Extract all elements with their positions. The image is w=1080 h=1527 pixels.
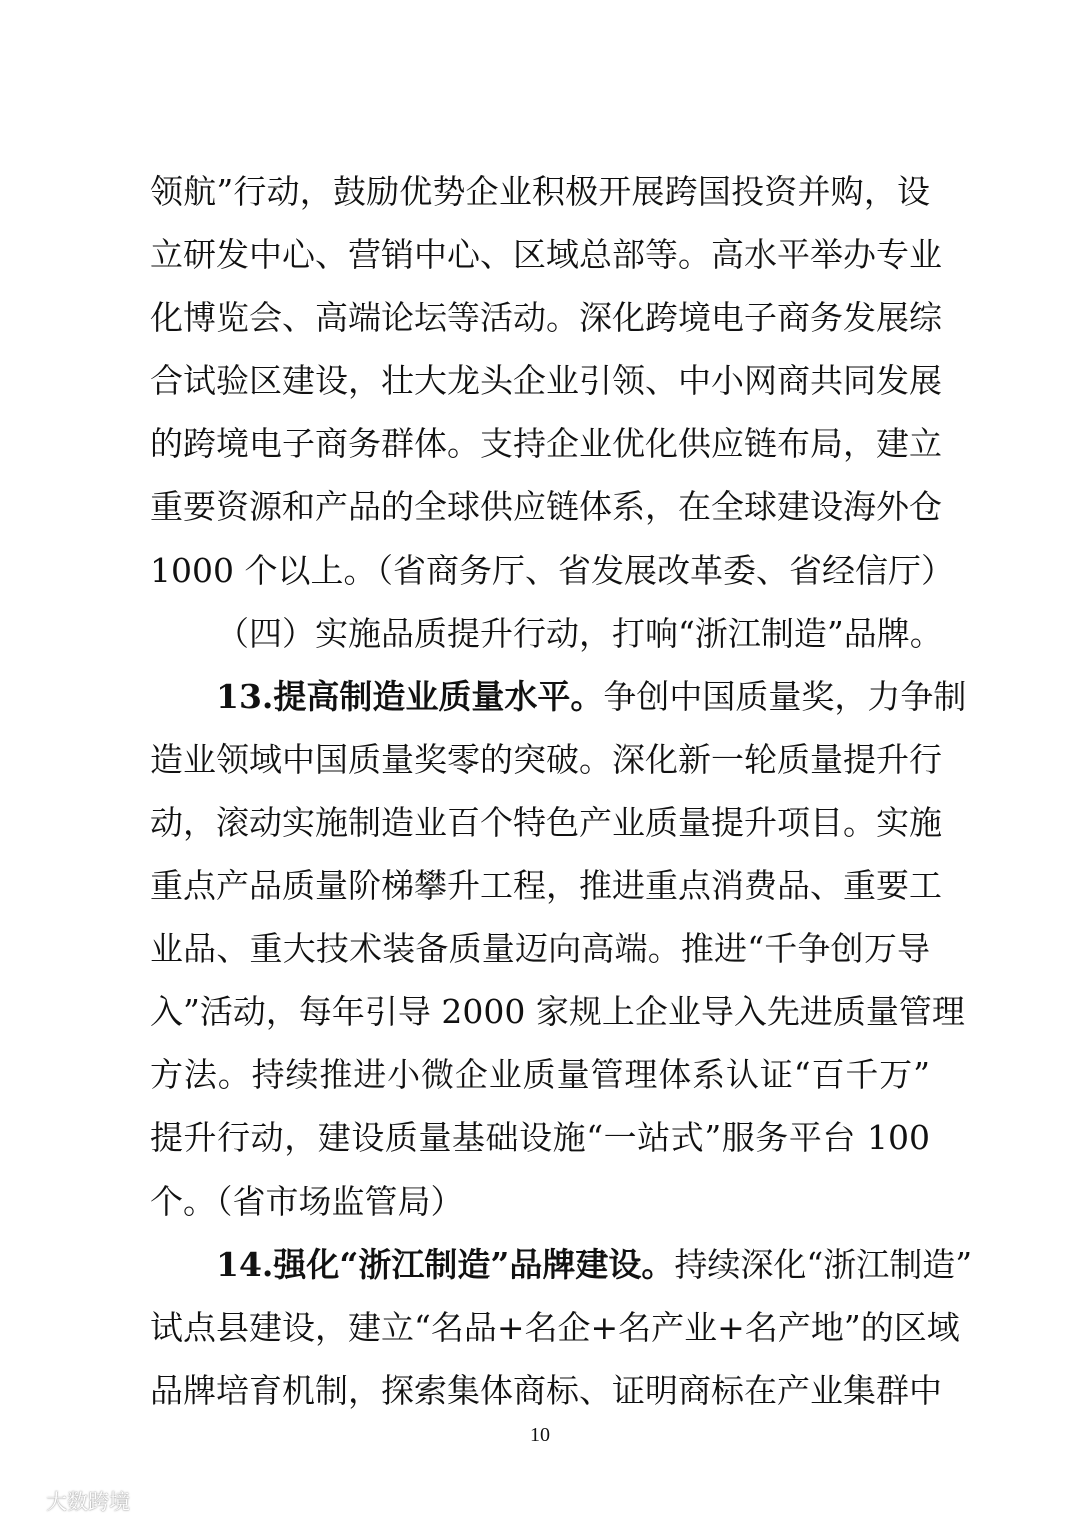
item-14-title: 14.强化“浙江制造”品牌建设。 (216, 1244, 675, 1284)
document-body (150, 160, 973, 1422)
text-line: 业品、重大技术装备质量迈向高端。推进“千争创万导 (150, 929, 930, 969)
item-13-first-line (150, 665, 967, 728)
text-line: 造业领域中国质量奖零的突破。深化新一轮质量提升行 (150, 739, 942, 779)
text-line: 个。（省市场监管局） (150, 1181, 464, 1221)
item-13-first-line-text: 争创中国质量奖，力争制 (603, 676, 967, 716)
text-line: 品牌培育机制，探索集体商标、证明商标在产业集群中 (150, 1370, 942, 1410)
page-number: 10 (530, 1424, 550, 1446)
text-line: 提升行动，建设质量基础设施“一站式”服务平台 100 (150, 1118, 930, 1158)
text-line: 重点产品质量阶梯攀升工程，推进重点消费品、重要工 (150, 866, 942, 906)
item-13-title: 13.提高制造业质量水平。 (216, 676, 604, 716)
watermark-text: 大数跨境 (46, 1490, 130, 1514)
item-14-first-line-text: 持续深化“浙江制造” (674, 1244, 973, 1284)
text-line: 方法。持续推进小微企业质量管理体系认证“百千万” (150, 1055, 930, 1095)
text-line: 立研发中心、营销中心、区域总部等。高水平举办专业 (150, 235, 942, 275)
text-line: 1000 个以上。（省商务厅、省发展改革委、省经信厅） (150, 550, 954, 590)
text-line: 动，滚动实施制造业百个特色产业质量提升项目。实施 (150, 802, 942, 842)
text-line: 试点县建设，建立“名品+名企+名产业+名产地”的区域 (150, 1307, 960, 1347)
text-line: 重要资源和产品的全球供应链体系，在全球建设海外仓 (150, 487, 942, 527)
weibo-logo-icon (6, 1486, 42, 1516)
text-line: 入”活动，每年引导 2000 家规上企业导入先进质量管理 (150, 992, 965, 1032)
text-line: 的跨境电子商务群体。支持企业优化供应链布局，建立 (150, 424, 942, 464)
text-line: 化博览会、高端论坛等活动。深化跨境电子商务发展综 (150, 298, 942, 338)
watermark (6, 1486, 130, 1516)
text-line: 领航”行动，鼓励优势企业积极开展跨国投资并购，设 (150, 172, 930, 211)
section-heading: （四）实施品质提升行动，打响“浙江制造”品牌。 (216, 613, 943, 653)
item-14-first-line (150, 1233, 973, 1296)
text-line: 合试验区建设，壮大龙头企业引领、中小网商共同发展 (150, 361, 942, 401)
